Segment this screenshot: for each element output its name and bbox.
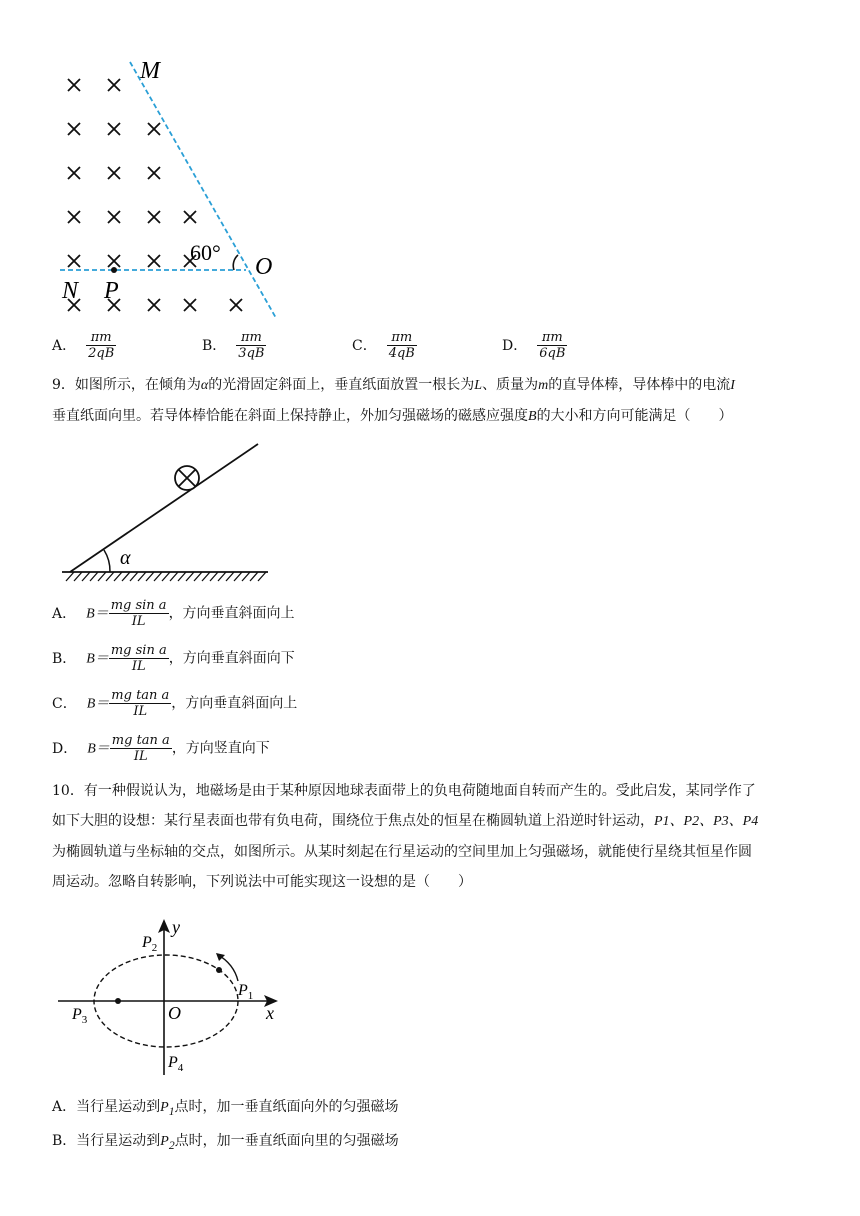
label-M: M [140,58,160,84]
label-P4: $P_4$ [168,1054,184,1074]
q9-choice-a[interactable]: A． B＝ $\frac{\text{mg sin a}}{IL}$ ，方向垂直斜面向上 [52,598,295,629]
q10-stem: 10．有一种假说认为，地磁场是由于某种原因地球表面带上的负电荷随地面自转而产生的。受此启发，某同学作了 如下大胆的设想：某行星表面也带有负电荷，围绕位于焦点处的恒星在椭圆轨道上沿逆时针运动，P1、P2、P3、P4 为椭圆轨道与坐标轴的交点，如图所示。从某时刻起在行星运动的空间里加上匀强磁场，就能使行星绕其恒星作圆 周运动。忽略自转影响，下列说法中可能实现这一设想的是（ ） [52,783,759,890]
q8-choice-a[interactable]: A． $\frac{\pi m}{2qB}$ [52,330,115,361]
label-x: x [266,1003,274,1023]
incline-surface [70,444,258,572]
star-focus [115,998,121,1004]
q8-choice-b[interactable]: B． $\frac{\pi m}{3qB}$ [202,330,265,361]
ground-hatching [66,572,266,581]
q10-choice-a[interactable]: A．当行星运动到$P_1$点时，加一垂直纸面向外的匀强磁场 [52,1099,399,1118]
q9-choice-b[interactable]: B． B＝ $\frac{\text{mg sin a}}{IL}$ ，方向垂直斜面向下 [52,643,295,674]
label-y: y [172,917,180,937]
label-O: O [255,254,273,280]
alpha-label: α [120,547,131,569]
point-P [111,267,117,273]
q9-choice-c[interactable]: C． B＝ $\frac{\text{mg tan a}}{IL}$ ，方向垂直斜面向上 [52,688,298,719]
current-into-page-icon [175,466,199,490]
label-P3: $P_3$ [72,1006,88,1026]
label-P1: $P_1$ [238,982,254,1002]
q9-incline-figure [58,440,273,585]
angle-label: 60° [190,240,221,265]
direction-arrowhead [216,953,225,961]
q8-choice-d[interactable]: D． $\frac{\pi m}{6qB}$ [502,330,566,361]
angle-arc [233,255,238,270]
label-O: O [168,1003,181,1023]
planet [216,967,222,973]
q9-stem: 9．如图所示，在倾角为α的光滑固定斜面上，垂直纸面放置一根长为L、质量为m的直导体棒，导体棒中的电流I 垂直纸面向里。若导体棒恰能在斜面上保持静止，外加匀强磁场的磁感应强度B的大小和方向可能满足（ ） [52,377,735,424]
q8-choice-c[interactable]: C． $\frac{\pi m}{4qB}$ [352,330,415,361]
label-P: P [104,278,119,304]
label-P2: $P_2$ [142,934,158,954]
alpha-arc [104,550,110,572]
label-N: N [62,278,79,304]
q10-orbit-figure [56,915,286,1080]
q8-magnetic-field-figure [52,52,292,322]
q9-choice-d[interactable]: D． B＝ $\frac{\text{mg tan a}}{IL}$ ，方向竖直向下 [52,733,270,764]
field-cross-marks [68,79,242,311]
q10-choice-b[interactable]: B．当行星运动到$P_2$点时，加一垂直纸面向里的匀强磁场 [52,1133,399,1152]
